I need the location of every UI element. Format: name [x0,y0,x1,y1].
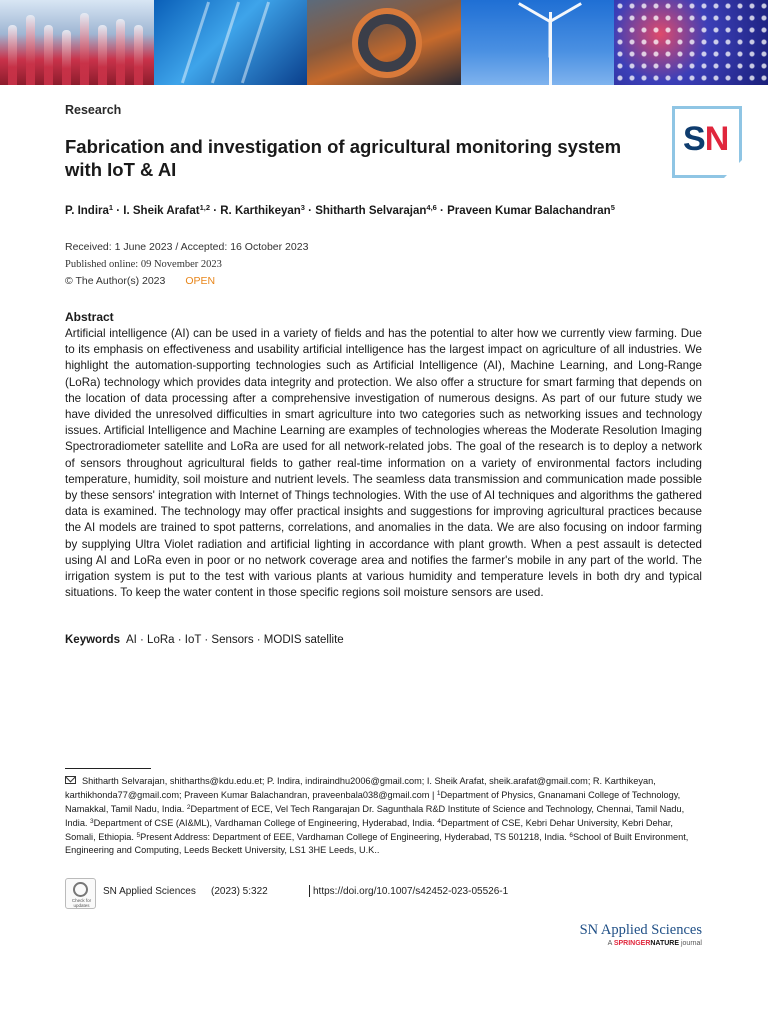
author-name[interactable]: R. Karthikeyan [220,205,301,217]
keywords-line [65,634,344,646]
author-name[interactable]: Shitharth Selvarajan [315,205,427,217]
author-affiliation-sup: 1,2 [199,203,211,212]
sn-journal-logo [672,106,742,178]
footnote-divider [65,768,151,769]
affiliations-footnote: Shitharth Selvarajan, shitharths@kdu.edu.et; P. Indira, indiraindhu2006@gmail.com; I. Sheik Arafat, sheik.arafat@gmail.com; R. Karthikeyan, karthikhonda77@gmail.com; Praveen Kumar Balachandran, praveenbala038@gmail.com | $^1$Department of Physics, Gnanamani College of Technology, Namakkal, Tamil Nadu, India. $^2$Department of ECE, Vel Tech Rangarajan Dr. Sagunthala R&D Institute of Science and Technology, Chennai, Tamil Nadu, India. $^3$Department of CSE (AI&ML), Vardhaman College of Engineering, Hyderabad, India. $^4$Department of CSE, Kebri Dehar University, Kebri Dehar, Somali, Ethiopia. $^5$Present Address: Department of EEE, Vardhaman College of Engineering, Hyderabad, TS 501218, India. $^6$School of Built Environment, Engineering and Computing, Leeds Beckett University, LS1 3HE Leeds, U.K.. [65,776,689,855]
publisher-springer: SPRINGER [613,940,651,947]
copyright-text: © The Author(s) 2023 [65,275,166,287]
logo-letter-n: N [704,120,729,158]
abstract-heading: Abstract [65,310,114,324]
open-access-badge[interactable]: OPEN [185,275,216,287]
header-banner [0,0,768,85]
banner-image-machinery [307,0,461,85]
affiliation: Present Address: Department of EEE, Vardhaman College of Engineering, Hyderabad, TS 501218, India. [140,831,570,842]
received-accepted-date: Received: 1 June 2023 / Accepted: 16 October 2023 [65,241,309,253]
banner-image-lab [0,0,154,85]
author-affiliation-sup: 4,6 [426,203,437,212]
doi-link[interactable]: https://doi.org/10.1007/s42452-023-05526-1 [313,886,509,897]
citation-separator [309,885,310,897]
banner-image-light [154,0,308,85]
author-contacts[interactable]: Shitharth Selvarajan, shitharths@kdu.edu.et; P. Indira, indiraindhu2006@gmail.com; I. Sheik Arafat, sheik.arafat@gmail.com; R. Karthikeyan, karthikhonda77@gmail.com; Praveen Kumar Balachandran, praveenbala038@gmail.com | [65,776,656,800]
check-for-updates-badge[interactable] [65,878,96,909]
affiliation: Department of ECE, Vel Tech Rangarajan Dr. Sagunthala R&D Institute of Science and Technology, Chennai, Tamil Nadu, India. [65,803,685,828]
author-name[interactable]: P. Indira [65,205,109,217]
keywords-list: AI · LoRa · IoT · Sensors · MODIS satellite [125,634,344,646]
author-affiliation-sup: 1 [108,203,114,212]
article-section-label: Research [65,103,122,117]
citation-volume: (2023) 5:322 [211,886,268,897]
affiliation: Department of CSE, Kebri Dehar University, Kebri Dehar, Somali, Ethiopia. [65,817,673,842]
publication-dates [65,239,308,290]
journal-brand [580,922,702,947]
affiliation: Department of Physics, Gnanamani College of Technology, Namakkal, Tamil Nadu, India. [65,789,681,814]
published-date: Published online: 09 November 2023 [65,259,222,270]
affiliation: Department of CSE (AI&ML), Vardhaman College of Engineering, Hyderabad, India. [93,817,438,828]
copyright-line [65,273,308,290]
abstract-text: Artificial intelligence (AI) can be used in a variety of fields and has the potential to alter how we currently view farming. Due to its emphasis on effectiveness and usability artificial intelligence has the largest impact on agriculture of all industries. We highlight the automation-supporting technologies such as Artificial Intelligence (AI), Machine Learning, and Long-Range (LoRa) technology which provides data integrity and protection. We also offer a structure for smart farming that depends on the location of data processing after a comprehensive investigation of numerous designs. As part of our future study we have divided the unresolved difficulties in smart agriculture into two categories such as networking issues and technology issues. Artificial Intelligence and Machine Learning are examples of technologies whereas the Moderate Resolution Imaging Spectroradiometer satellite and LoRa are used for all network-related jobs. The goal of the research is to deploy a network of sensors throughout agricultural fields to gather real-time information on a variety of environmental factors including temperature, humidity, soil moisture and nutrient levels. The seamless data transmission and communication made possible by these sensors' integration with Internet of Things technologies. With the use of AI techniques and algorithms the gathered data is examined. The technology may offer practical insights and suggestions for improving agricultural practices because the AI models are trained to spot patterns, correlations, and anomalies in the data. We are also focusing on indoor farming by supplying Ultra Violet radiation and artificial lighting in accordance with plant growth. When a pest assault is detected using AI and LoRa even in poor or no network coverage area and notifies the farmer's mobile in any part of the world. The irrigation system is put to the test with various plants at various humidity and temperature levels in both dry and typical situations. To keep the water content in those specific regions soil moisture sensors are used. [65,327,702,600]
banner-image-pattern [614,0,768,85]
author-list: P. Indira$^1$ · I. Sheik Arafat$^{1,2}$ · R. Karthikeyan$^3$ · Shitharth Selvarajan$^{4,6}$ · Praveen Kumar Balachandran$^5$ [65,203,615,217]
publisher-line: A SPRINGERNATURE journal [607,940,702,947]
check-updates-label: Check for updates [71,898,92,908]
keywords-label: Keywords [65,634,120,646]
check-updates-icon [73,882,88,897]
publisher-nature: NATURE [650,940,680,947]
journal-name: SN Applied Sciences [579,922,702,938]
affiliation: School of Built Environment, Engineering and Computing, Leeds Beckett University, LS1 3HE Leeds, U.K.. [65,831,689,855]
envelope-icon [65,776,76,784]
citation-journal: SN Applied Sciences [103,886,196,897]
author-affiliation-sup: 5 [610,203,615,212]
author-name[interactable]: Praveen Kumar Balachandran [447,205,611,217]
author-name[interactable]: I. Sheik Arafat [123,205,200,217]
article-title: Fabrication and investigation of agricultural monitoring system with IoT & AI [65,136,622,180]
author-affiliation-sup: 3 [300,203,305,212]
logo-letter-s: S [683,120,705,158]
banner-image-wind-turbine [461,0,615,85]
